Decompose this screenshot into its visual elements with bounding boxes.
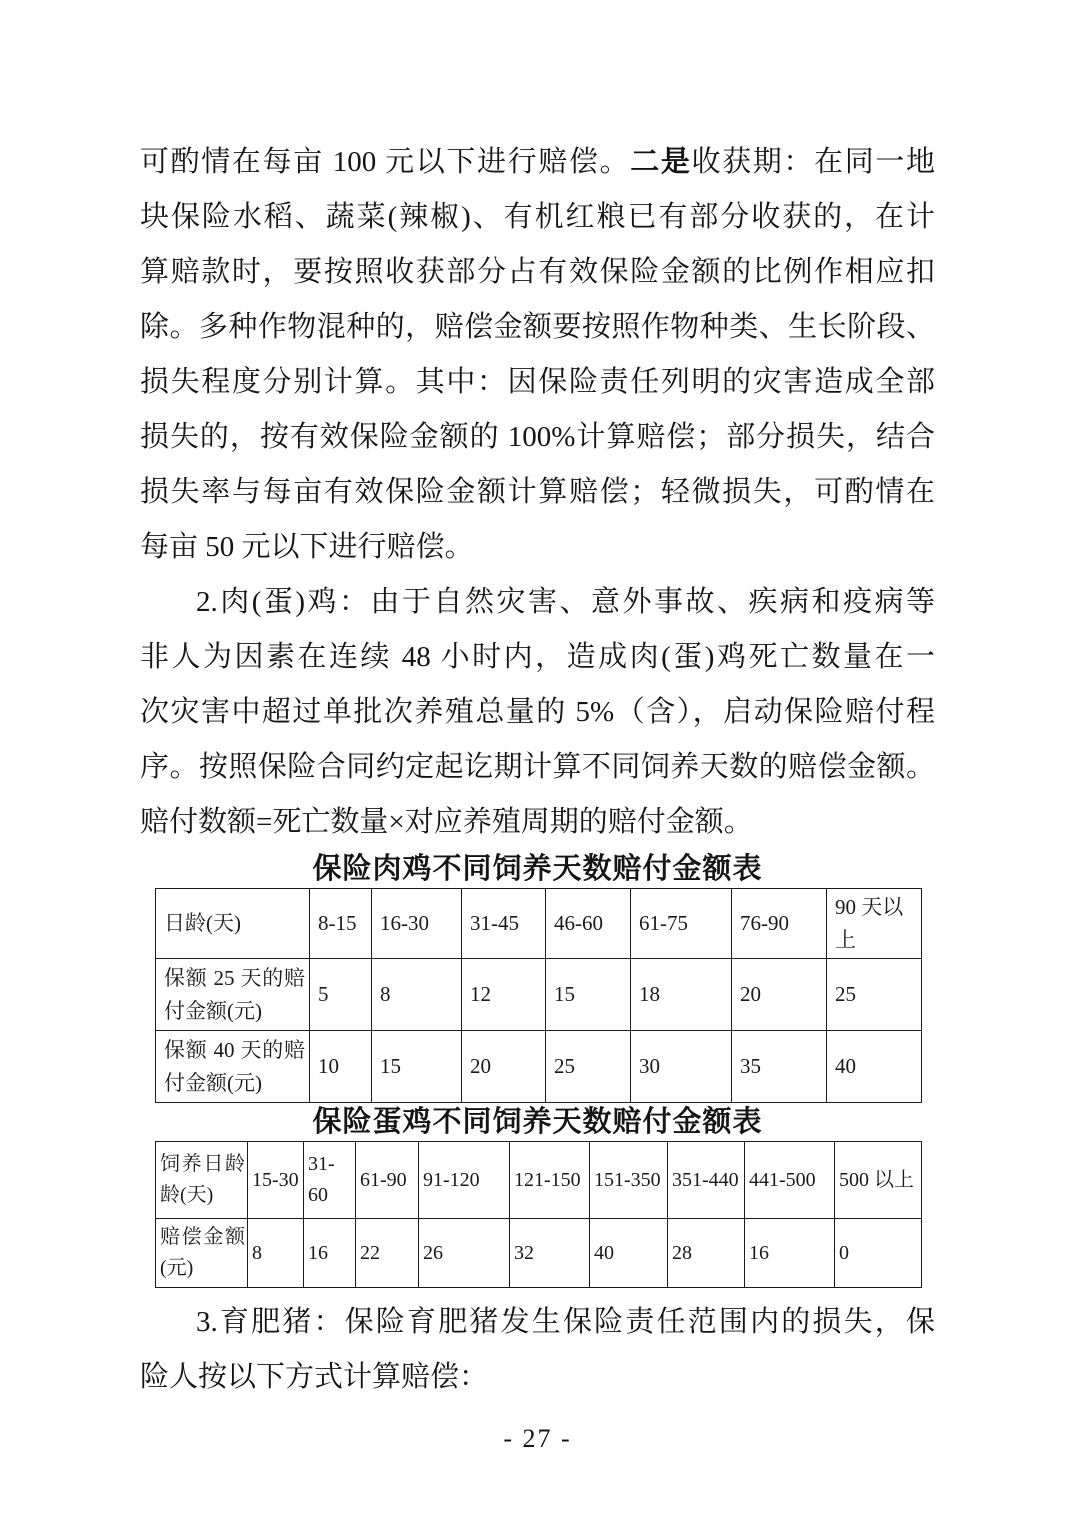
table1-cell: 35: [732, 1031, 827, 1103]
body-text: 收获期：在同一地: [691, 146, 935, 178]
paragraph1-line8: 每亩 50 元以下进行赔偿。: [140, 531, 474, 563]
table2-cell: 40: [590, 1219, 668, 1288]
table2-header-cell: 31-60: [304, 1142, 356, 1219]
table2-cell: 16: [745, 1219, 835, 1288]
table2-row-label: 赔偿金额(元): [156, 1219, 248, 1288]
table2-cell: 8: [248, 1219, 304, 1288]
table2-cell: 0: [835, 1219, 922, 1288]
table1-cell: 18: [631, 959, 732, 1031]
table1-broiler-payment: [155, 888, 922, 1103]
table1-header-cell: 8-15: [310, 889, 372, 959]
table1-cell: 12: [462, 959, 546, 1031]
paragraph2-line2: 非人为因素在连续 48 小时内，造成肉(蛋)鸡死亡数量在一: [140, 641, 935, 673]
table2-cell: 26: [419, 1219, 510, 1288]
table1-header-cell: 61-75: [631, 889, 732, 959]
table1-cell: 8: [372, 959, 462, 1031]
table2-header-row: [156, 1142, 922, 1219]
table1-header-cell: 16-30: [372, 889, 462, 959]
paragraph2-line3: 次灾害中超过单批次养殖总量的 5%（含），启动保险赔付程: [140, 696, 935, 728]
table1-cell: 20: [732, 959, 827, 1031]
table2-header-cell: 61-90: [356, 1142, 419, 1219]
table2-header-cell: 441-500: [745, 1142, 835, 1219]
table2-layer-payment: [155, 1141, 922, 1288]
paragraph1-line2: 块保险水稻、蔬菜(辣椒)、有机红粮已有部分收获的，在计: [140, 201, 935, 233]
table2-cell: 28: [668, 1219, 745, 1288]
table2-header-cell: 15-30: [248, 1142, 304, 1219]
table1-cell: 20: [462, 1031, 546, 1103]
table2-cell: 16: [304, 1219, 356, 1288]
table1-header-cell: 日龄(天): [156, 889, 310, 959]
table1-header-row: [156, 889, 922, 959]
table2-title: 保险蛋鸡不同饲养天数赔付金额表: [312, 1106, 763, 1139]
paragraph2-line5: 赔付数额=死亡数量×对应养殖周期的赔付金额。: [140, 806, 753, 838]
paragraph3-line2: 险人按以下方式计算赔偿：: [140, 1361, 489, 1394]
table2-header-cell: 121-150: [510, 1142, 590, 1219]
table1-row-label: 保额 40 天的赔付金额(元): [156, 1031, 310, 1103]
table2-cell: 22: [356, 1219, 419, 1288]
table1-header-cell: 31-45: [462, 889, 546, 959]
table1-cell: 40: [827, 1031, 922, 1103]
table1-header-cell: 90 天以上: [827, 889, 922, 959]
table2-cell: 32: [510, 1219, 590, 1288]
table2-row-compensation: [156, 1219, 922, 1288]
paragraph1-line4: 除。多种作物混种的，赔偿金额要按照作物种类、生长阶段、: [140, 311, 935, 343]
table1-cell: 25: [827, 959, 922, 1031]
table1-cell: 15: [372, 1031, 462, 1103]
table1-cell: 25: [546, 1031, 631, 1103]
table1-row-label: 保额 25 天的赔付金额(元): [156, 959, 310, 1031]
table2-header-cell: 151-350: [590, 1142, 668, 1219]
table2-header-cell: 351-440: [668, 1142, 745, 1219]
table1-cell: 30: [631, 1031, 732, 1103]
table1-title: 保险肉鸡不同饲养天数赔付金额表: [312, 853, 763, 885]
table1-header-cell: 76-90: [732, 889, 827, 959]
table2-header-cell: 饲养日龄龄(天): [156, 1142, 248, 1219]
table1-row-25day: [156, 959, 922, 1031]
paragraph1-line7: 损失率与每亩有效保险金额计算赔偿；轻微损失，可酌情在: [140, 476, 935, 508]
paragraph2-line4: 序。按照保险合同约定起讫期计算不同饲养天数的赔偿金额。: [140, 751, 935, 783]
paragraph2-line1: 2.肉(蛋)鸡：由于自然灾害、意外事故、疾病和疫病等: [196, 586, 935, 618]
table1-row-40day: [156, 1031, 922, 1103]
paragraph1-line3: 算赔款时，要按照收获部分占有效保险金额的比例作相应扣: [140, 256, 935, 288]
body-text: 可酌情在每亩 100 元以下进行赔偿。: [140, 146, 631, 178]
table2-header-cell: 91-120: [419, 1142, 510, 1219]
table1-cell: 5: [310, 959, 372, 1031]
paragraph1-line6: 损失的，按有效保险金额的 100%计算赔偿；部分损失，结合: [140, 421, 935, 453]
table1-header-cell: 46-60: [546, 889, 631, 959]
table1-cell: 10: [310, 1031, 372, 1103]
table1-cell: 15: [546, 959, 631, 1031]
paragraph3-line1: 3.育肥猪：保险育肥猪发生保险责任范围内的损失，保: [196, 1306, 935, 1339]
page-number: - 27 -: [503, 1424, 572, 1454]
paragraph1-line1: [140, 135, 935, 190]
bold-body-text: 二是: [630, 146, 692, 178]
paragraph1-line5: 损失程度分别计算。其中：因保险责任列明的灾害造成全部: [140, 366, 935, 398]
table2-header-cell: 500 以上: [835, 1142, 922, 1219]
document-content: [140, 135, 935, 1459]
